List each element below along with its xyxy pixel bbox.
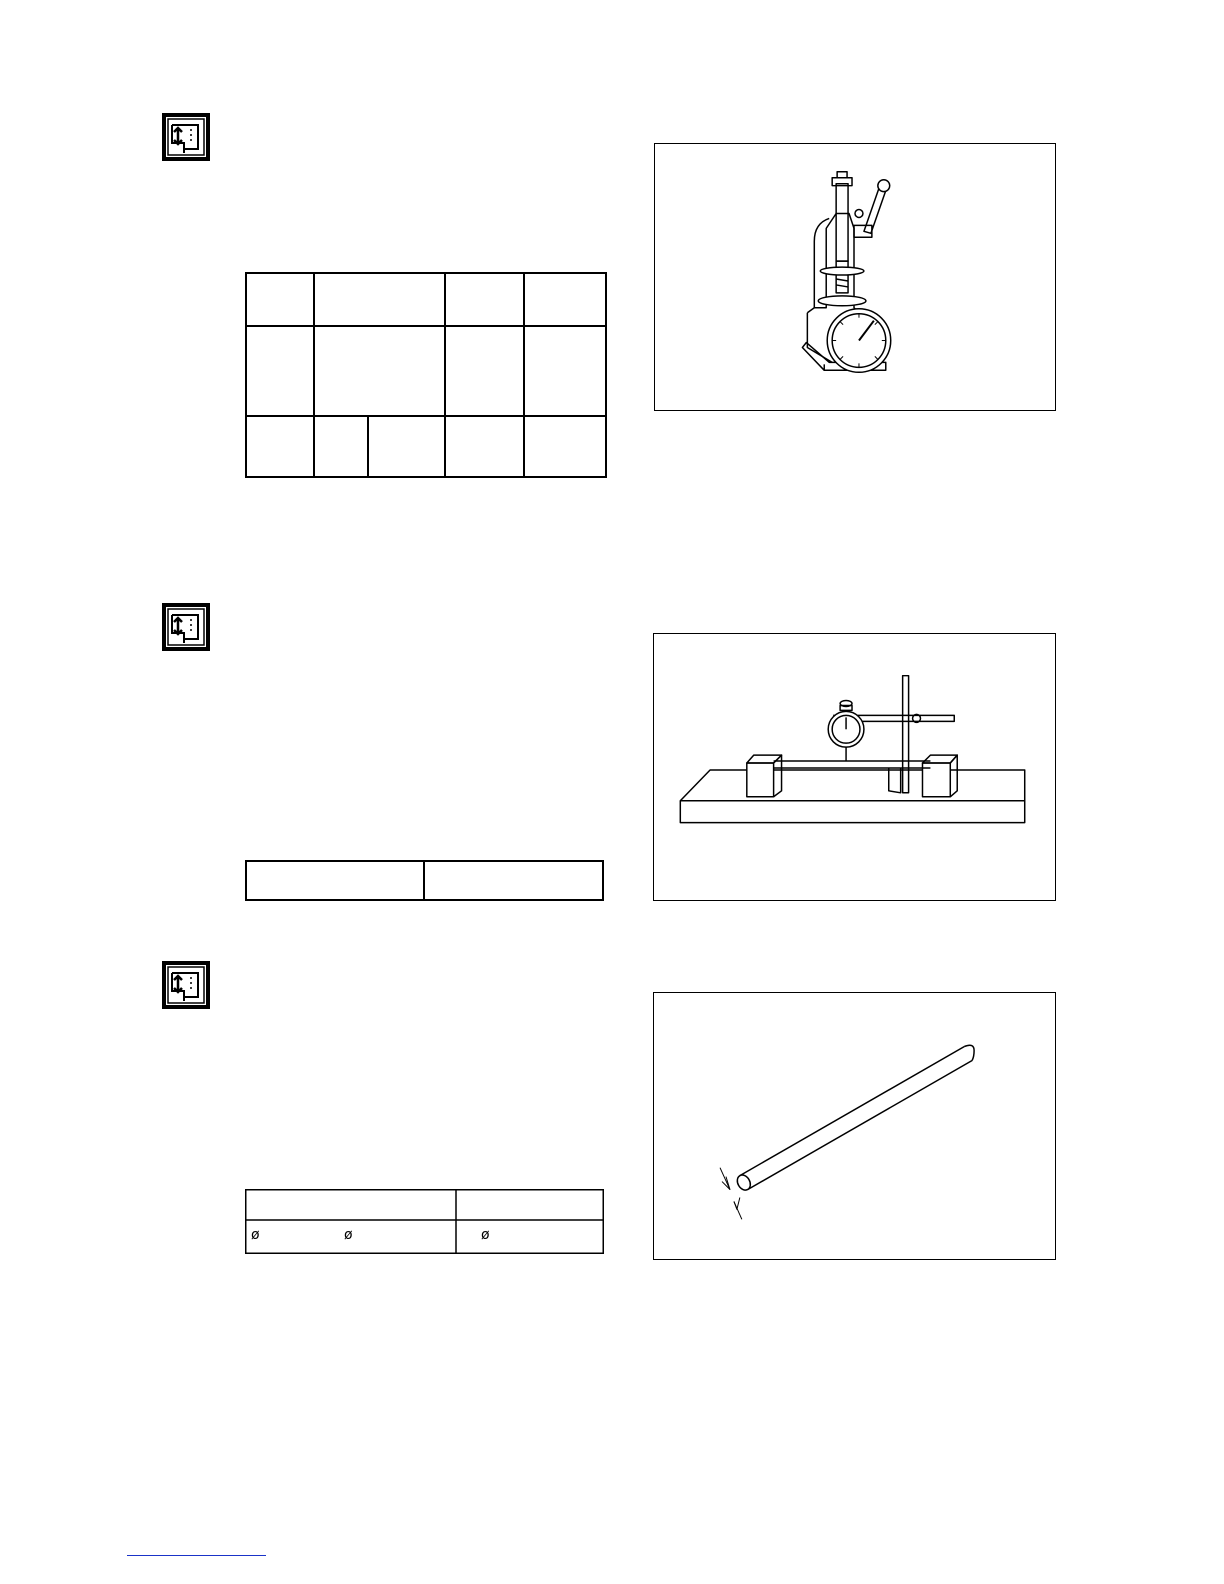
caliper-spec-icon <box>162 603 210 651</box>
table-cell <box>524 326 606 416</box>
spring-spec-table <box>245 272 607 478</box>
diameter-symbol: ø <box>251 1227 260 1243</box>
runout-gauge-figure <box>653 633 1056 901</box>
spring-tester-figure <box>654 143 1056 411</box>
table-cell <box>314 273 445 326</box>
table-cell <box>246 326 314 416</box>
table-cell <box>368 416 445 477</box>
pushrod-figure <box>653 992 1056 1260</box>
compression-tester-icon <box>655 144 1055 410</box>
dial-indicator-v-block-icon <box>654 634 1055 900</box>
table-cell <box>246 273 314 326</box>
table-cell <box>524 416 606 477</box>
table-cell <box>445 273 525 326</box>
table-cell <box>314 326 445 416</box>
table-cell <box>445 326 525 416</box>
footer-link-underline[interactable] <box>127 1555 266 1556</box>
runout-spec-table <box>245 860 604 901</box>
table-cell <box>246 416 314 477</box>
caliper-spec-icon <box>162 961 210 1009</box>
table-cell <box>314 416 368 477</box>
caliper-spec-icon <box>162 113 210 161</box>
diameter-symbol: ø <box>344 1227 353 1243</box>
diameter-spec-table <box>245 1189 604 1254</box>
diameter-symbol: ø <box>481 1227 490 1243</box>
table-cell <box>246 861 424 900</box>
table-cell <box>524 273 606 326</box>
pushrod-tube-icon <box>654 993 1055 1259</box>
table-cell <box>424 861 603 900</box>
table-cell <box>445 416 525 477</box>
